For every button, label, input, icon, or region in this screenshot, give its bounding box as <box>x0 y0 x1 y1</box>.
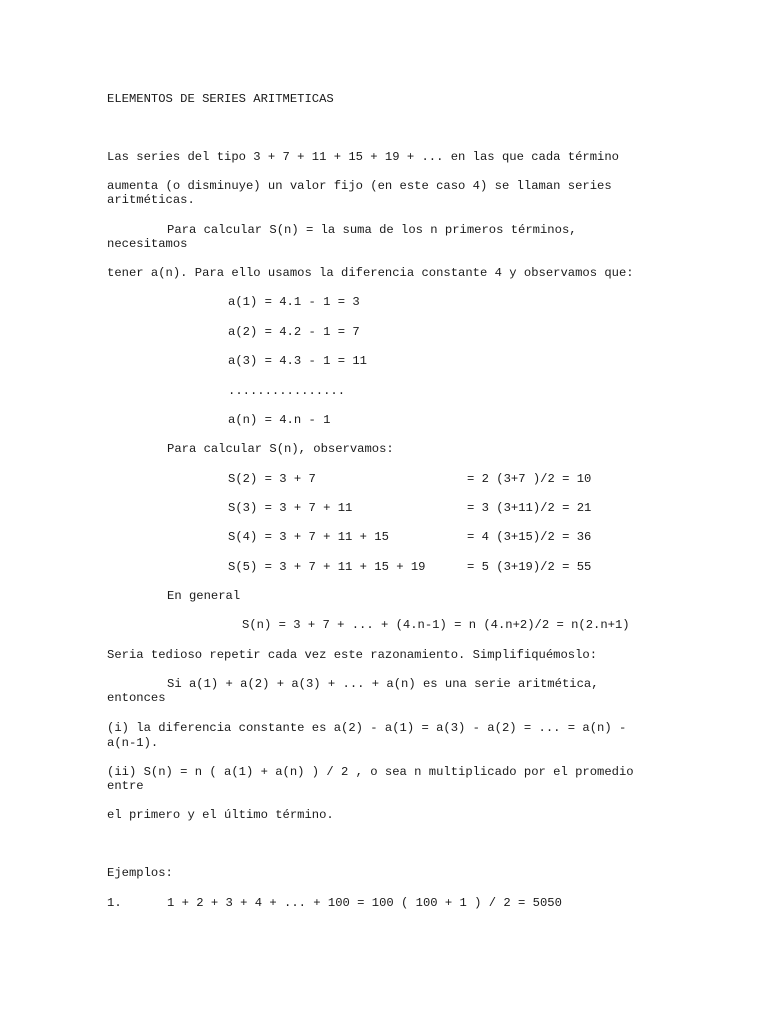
example-expression: 1 + 2 + 3 + 4 + ... + 100 = 100 ( 100 + 1 ) / 2 = 5050 <box>167 896 562 910</box>
sum-left: S(4) = 3 + 7 + 11 + 15 <box>228 530 389 544</box>
sum-left: S(3) = 3 + 7 + 11 <box>228 501 353 515</box>
rule-i-line-1: (i) la diferencia constante es a(2) - a(1) = a(3) - a(2) = ... = a(n) - <box>107 721 627 735</box>
para-sn: Para calcular S(n), observamos: <box>167 442 394 456</box>
para-calc-line-1: Para calcular S(n) = la suma de los n primeros términos, <box>167 223 577 237</box>
ejemplos-label: Ejemplos: <box>107 866 173 880</box>
rule-i-line-2: a(n-1). <box>107 736 159 750</box>
para-calc-line-2: necesitamos <box>107 237 188 251</box>
term-a3: a(3) = 4.3 - 1 = 11 <box>228 354 367 368</box>
term-a2: a(2) = 4.2 - 1 = 7 <box>228 325 360 339</box>
intro-line-2: aumenta (o disminuye) un valor fijo (en este caso 4) se llaman series <box>107 179 612 193</box>
sum-left: S(2) = 3 + 7 <box>228 472 316 486</box>
sum-right: = 4 (3+15)/2 = 36 <box>467 530 592 544</box>
para-calc-line-3: tener a(n). Para ello usamos la diferencia constante 4 y observamos que: <box>107 266 634 280</box>
sum-right: = 2 (3+7 )/2 = 10 <box>467 472 592 486</box>
intro-line-3: aritméticas. <box>107 193 195 207</box>
sum-left: S(5) = 3 + 7 + 11 + 15 + 19 <box>228 560 426 574</box>
sum-right: = 5 (3+19)/2 = 55 <box>467 560 592 574</box>
tedioso-line: Seria tedioso repetir cada vez este razonamiento. Simplifiquémoslo: <box>107 648 598 662</box>
term-a1: a(1) = 4.1 - 1 = 3 <box>228 295 360 309</box>
intro-line-1: Las series del tipo 3 + 7 + 11 + 15 + 19 + ... en las que cada término <box>107 150 619 164</box>
si-line-2: entonces <box>107 691 166 705</box>
document-title: ELEMENTOS DE SERIES ARITMETICAS <box>107 92 334 106</box>
example-number: 1. <box>107 896 122 910</box>
en-general: En general <box>167 589 241 603</box>
term-dots: ................ <box>228 384 346 398</box>
sum-right: = 3 (3+11)/2 = 21 <box>467 501 592 515</box>
rule-ii-line-1: (ii) S(n) = n ( a(1) + a(n) ) / 2 , o sea n multiplicado por el promedio <box>107 765 634 779</box>
rule-ii-line-3: el primero y el último término. <box>107 808 334 822</box>
general-formula: S(n) = 3 + 7 + ... + (4.n-1) = n (4.n+2)/2 = n(2.n+1) <box>242 618 630 632</box>
term-an: a(n) = 4.n - 1 <box>228 413 331 427</box>
rule-ii-line-2: entre <box>107 779 144 793</box>
si-line-1: Si a(1) + a(2) + a(3) + ... + a(n) es una serie aritmética, <box>167 677 599 691</box>
